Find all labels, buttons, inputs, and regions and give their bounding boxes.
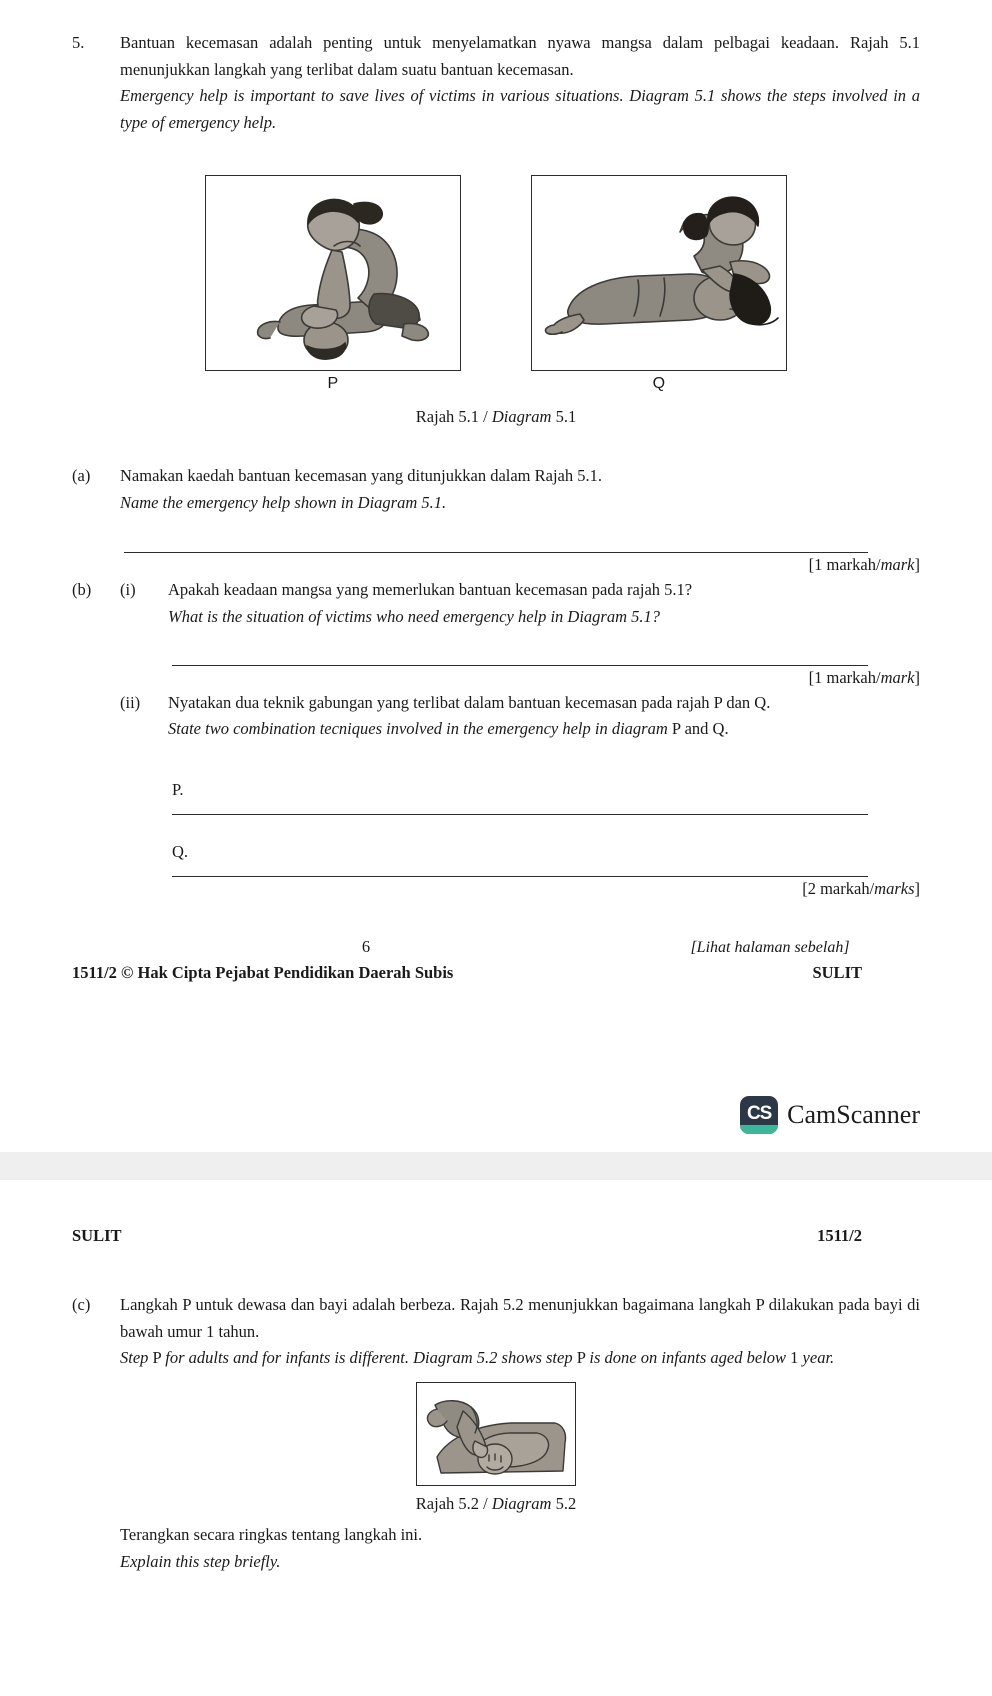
marks-b-i-italic: mark <box>880 667 915 687</box>
part-b-ii-english-tail: P and Q. <box>671 719 729 739</box>
diagram-5-1 <box>72 175 920 393</box>
part-b-ii-english <box>168 716 920 743</box>
part-a-malay: Namakan kaedah bantuan kecemasan yang ditunjukkan dalam Rajah 5.1. <box>120 465 602 485</box>
answer-line-p[interactable] <box>172 814 868 815</box>
part-c-instruction-malay: Terangkan secara ringkas tentang langkah ini. <box>120 1525 423 1545</box>
part-c-english <box>120 1345 920 1372</box>
part-b-ii <box>72 690 920 743</box>
part-b-i-english: What is the situation of victims who need emergency help in Diagram 5.1? <box>168 607 661 627</box>
answer-line-q[interactable] <box>172 876 868 877</box>
marks-b-ii-italic: marks <box>874 878 915 898</box>
figure-p-frame <box>205 175 461 371</box>
part-c <box>72 1292 920 1372</box>
question-stem <box>72 30 920 137</box>
marks-b-i-prefix: [1 markah/ <box>808 667 881 687</box>
answer-tag-p: P. <box>172 780 184 800</box>
answer-tag-q: Q. <box>172 841 189 861</box>
figure-5-2-caption-malay: Rajah 5.2 / <box>415 1494 492 1514</box>
classification-header: SULIT <box>72 1226 122 1245</box>
part-b-i-roman: (i) <box>120 580 136 600</box>
question-stem-malay: Bantuan kecemasan adalah penting untuk menyelamatkan nyawa mangsa dalam pelbagai keadaan. Rajah 5.1 menunjukkan langkah yang terlibat dalam suatu bantuan kecemasan. <box>120 33 920 79</box>
see-next-page-note: [Lihat halaman sebelah] <box>690 938 850 956</box>
cpr-chest-compression-icon <box>208 178 458 368</box>
figure-5-2-caption <box>72 1494 920 1514</box>
marks-b-i-suffix: ] <box>914 667 920 687</box>
marks-a-prefix: [1 markah/ <box>808 555 881 575</box>
marks-b-ii-suffix: ] <box>914 878 920 898</box>
camscanner-logo-strip <box>740 1125 778 1134</box>
figure-5-2-caption-english: Diagram <box>491 1494 552 1514</box>
answer-line-a[interactable] <box>124 552 868 553</box>
marks-b-ii-prefix: [2 markah/ <box>802 878 875 898</box>
part-c-english-s2: P <box>152 1348 166 1368</box>
part-b-ii-malay: Nyatakan dua teknik gabungan yang terlibat dalam bantuan kecemasan pada rajah P dan Q. <box>168 692 771 712</box>
camscanner-watermark <box>740 1096 920 1134</box>
question-stem-english: Emergency help is important to save lives of victims in various situations. Diagram 5.1 shows the steps involved in a type of emergency help. <box>120 86 920 133</box>
infant-cpr-icon <box>419 1385 573 1483</box>
marks-a-italic: mark <box>880 555 915 575</box>
answer-line-b-i[interactable] <box>172 665 868 666</box>
rescue-breathing-icon <box>534 178 784 368</box>
part-c-english-s1: Step <box>120 1348 153 1368</box>
marks-b-ii <box>72 879 920 899</box>
part-a-english: Name the emergency help shown in Diagram 5.1. <box>120 492 447 512</box>
part-b-ii-english-lead: State two combination tecniques involved in the emergency help in diagram <box>168 719 672 739</box>
part-c-english-s3: for adults and for infants is different. Diagram 5.2 shows step <box>165 1348 577 1368</box>
paper-code-header: 1511/2 <box>817 1226 862 1245</box>
figure-q-frame <box>531 175 787 371</box>
part-b-i-malay: Apakah keadaan mangsa yang memerlukan bantuan kecemasan pada rajah 5.1? <box>168 580 693 600</box>
figure-label-q: Q <box>652 374 666 392</box>
page-number: 6 <box>361 936 371 956</box>
figure-c-frame <box>416 1382 576 1486</box>
part-b-letter: (b) <box>72 580 92 600</box>
part-b-i <box>72 577 920 630</box>
marks-a-suffix: ] <box>914 555 920 575</box>
copyright-line: 1511/2 © Hak Cipta Pejabat Pendidikan Daerah Subis <box>72 962 454 982</box>
page-two-header <box>72 1226 920 1246</box>
diagram-5-2 <box>72 1382 920 1486</box>
part-c-english-s4: P <box>576 1348 590 1368</box>
camscanner-brand-text: CamScanner <box>787 1100 920 1129</box>
question-number: 5. <box>72 33 85 52</box>
part-c-malay: Langkah P untuk dewasa dan bayi adalah berbeza. Rajah 5.2 menunjukkan bagaimana langkah P dilakukan pada bayi di bawah umur 1 tahun. <box>120 1295 920 1341</box>
part-c-english-s6: 1 <box>790 1348 803 1368</box>
part-c-letter: (c) <box>72 1295 91 1314</box>
camscanner-logo-icon <box>740 1096 778 1134</box>
marks-a <box>72 555 920 575</box>
part-c-english-s5: is done on infants aged below <box>589 1348 791 1368</box>
figure-5-1-caption-english: Diagram <box>491 406 552 426</box>
page-two <box>0 1180 992 1696</box>
part-c-instruction-english: Explain this step briefly. <box>120 1551 281 1571</box>
camscanner-logo-text: CS <box>746 1102 772 1124</box>
figure-5-1-caption-malay: Rajah 5.1 / <box>415 406 492 426</box>
figure-panel-p <box>205 175 461 393</box>
figure-5-1-caption-number: 5.1 <box>551 406 577 426</box>
part-a <box>72 463 920 516</box>
page-separator <box>0 1152 992 1180</box>
part-a-letter: (a) <box>72 465 91 485</box>
classification-footer: SULIT <box>812 962 862 982</box>
figure-5-2-caption-number: 5.2 <box>551 1494 577 1514</box>
marks-b-i <box>72 668 920 688</box>
figure-label-p: P <box>327 374 339 392</box>
part-b-ii-roman: (ii) <box>120 692 141 712</box>
figure-panel-q <box>531 175 787 393</box>
figure-5-1-caption <box>72 407 920 427</box>
part-c-english-s7: year. <box>802 1348 835 1368</box>
